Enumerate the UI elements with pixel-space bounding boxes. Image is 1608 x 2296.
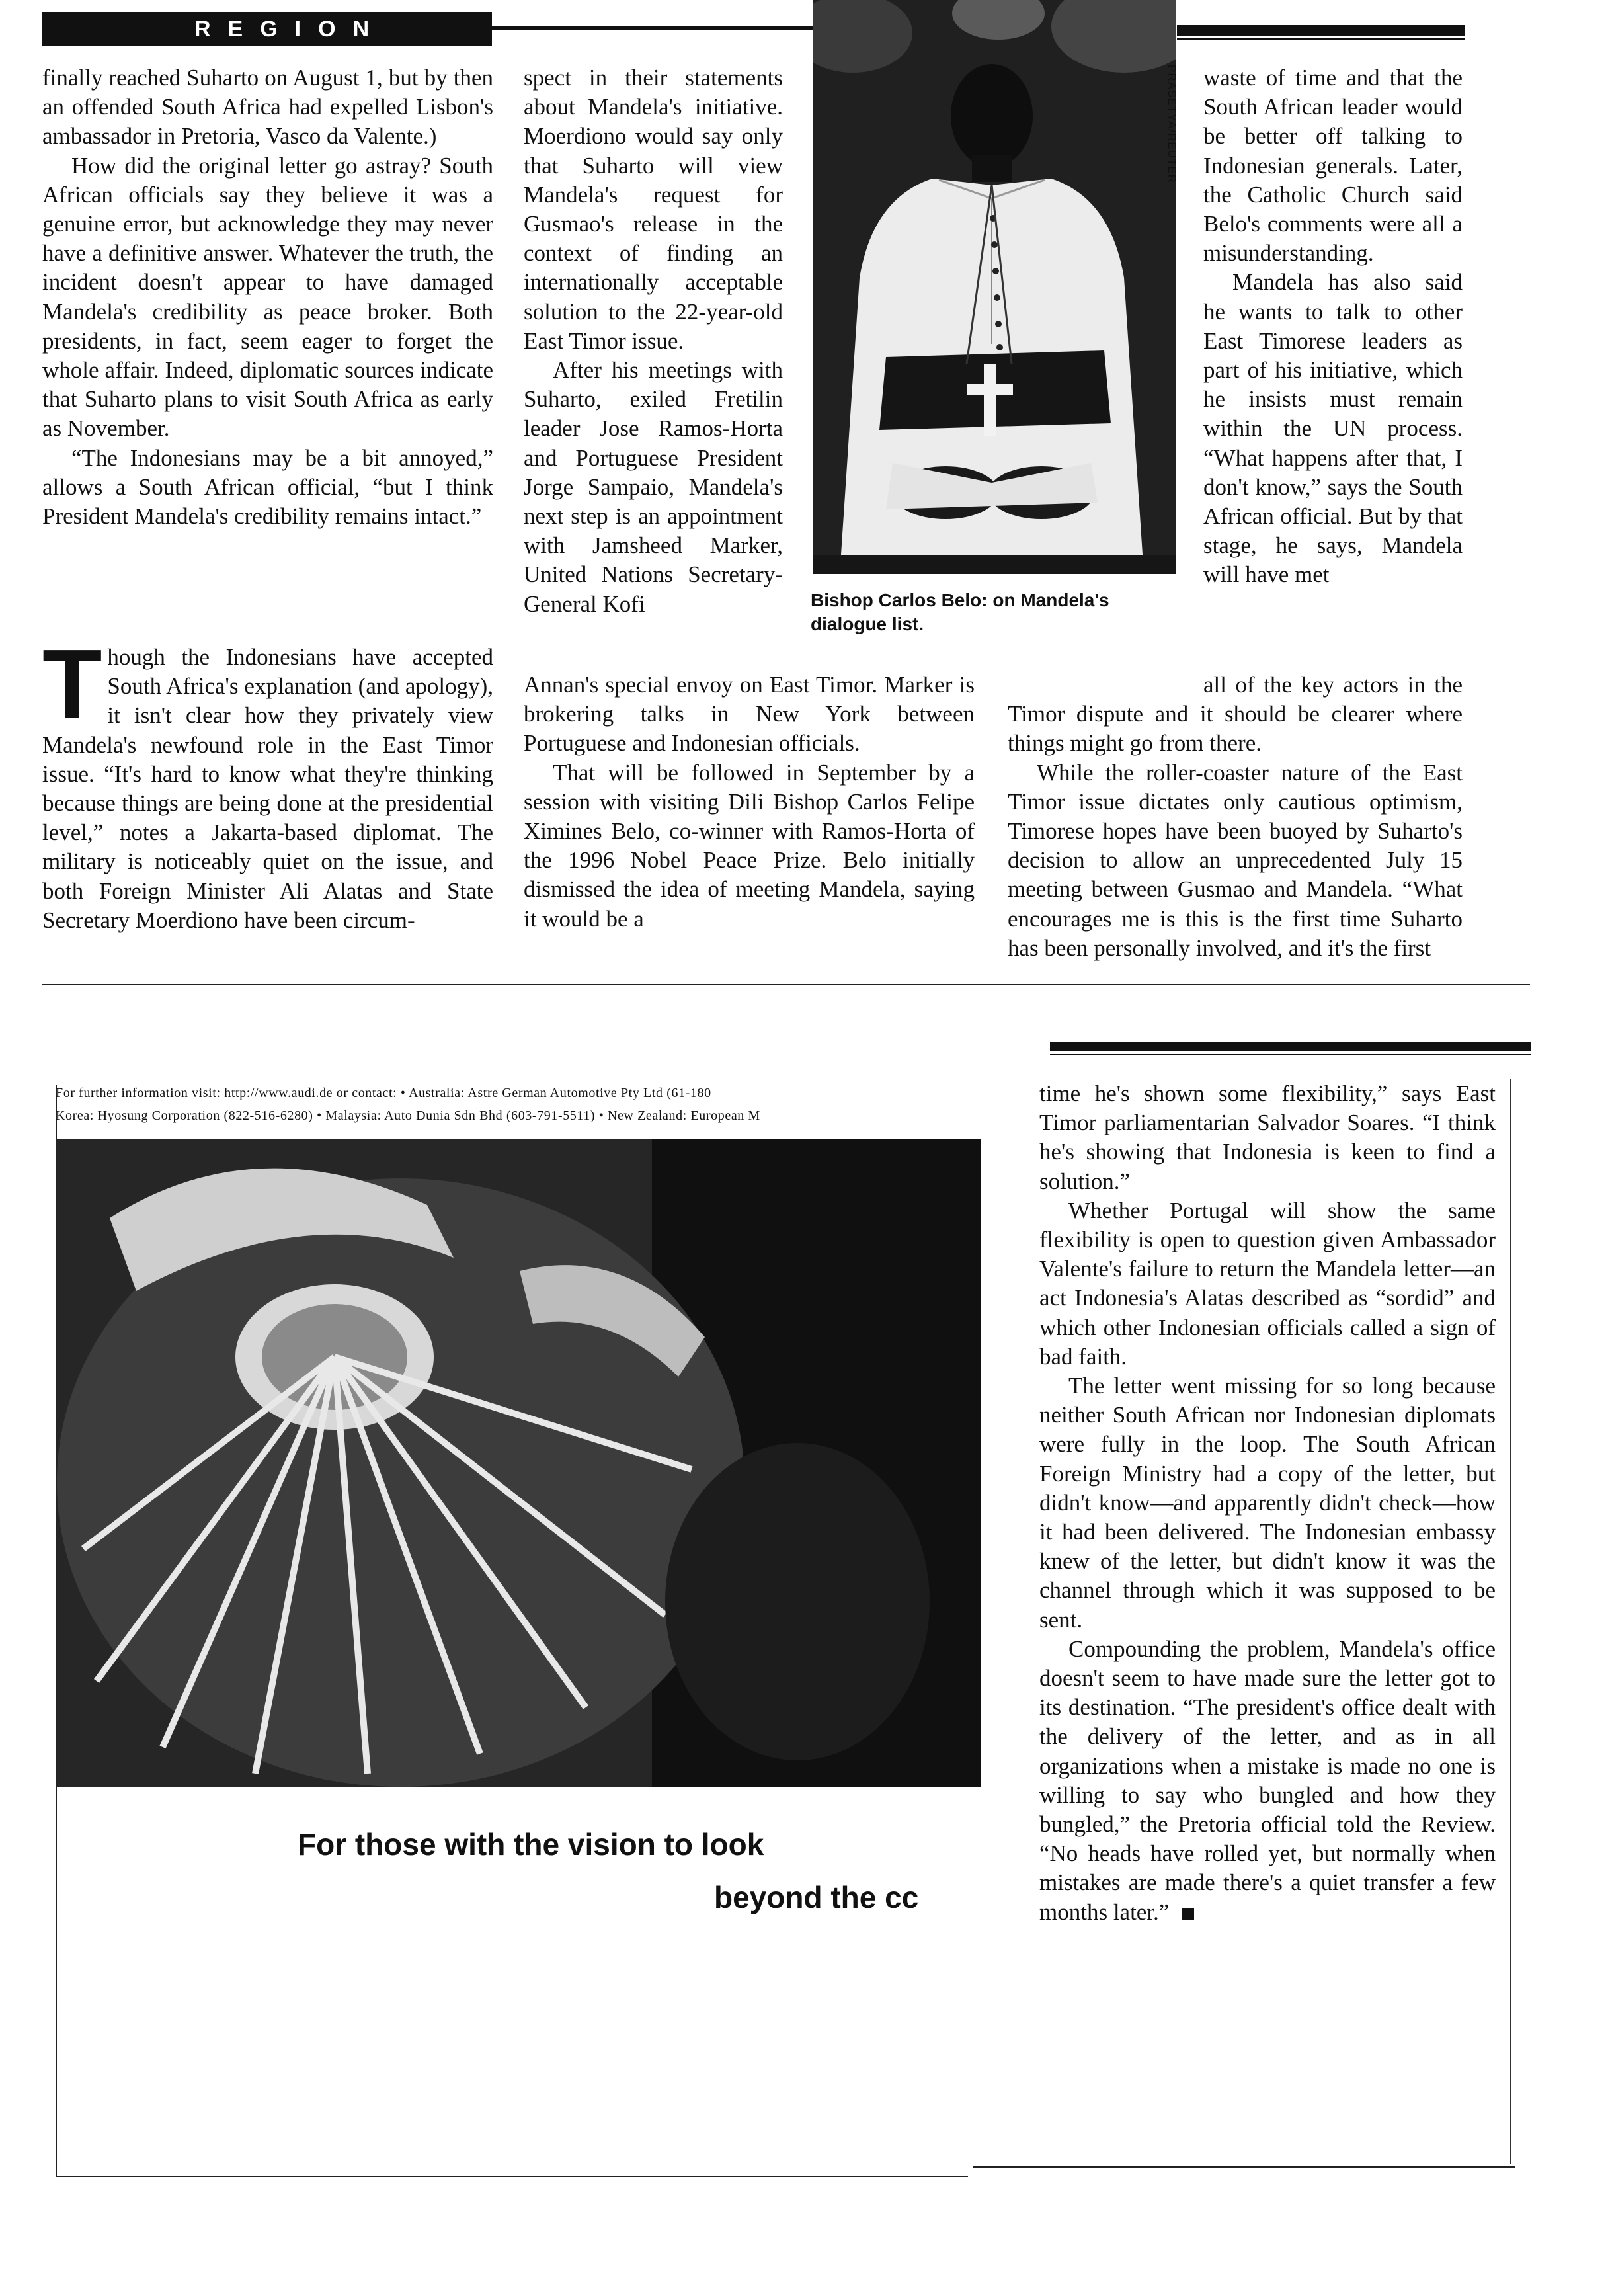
paragraph: How did the original letter go astray? South African officials say they believe it was a genuine error, but acknowledge they may never have a definitive answer. Whatever the truth, the incident doesn't appear to have damaged Mandela's credibility as peace broker. Both presidents, in fact, seem eager to forget the whole affair. Indeed, diplomatic sources indicate that Suharto plans to visit South Africa as early as November. [42,152,493,442]
photo-caption: Bishop Carlos Belo: on Mandela's dialogue list. [811,590,1109,634]
bishop-photo [813,0,1176,574]
bishop-illustration [813,0,1176,574]
paragraph: While the roller-coaster nature of the East Timor issue dictates only cautious optimism, Timorese hopes have been buoyed by Suharto's decision to allow an unprecedented July 15 meeting between Gusmao and Mandela. “What encourages me is this is the first time Suharto has been personally involved, and it's the first [1008,759,1463,961]
ad-contact-info [56,1082,981,1127]
paragraph: That will be followed in September by a session with visiting Dili Bishop Carlos Felipe Ximines Belo, co-winner with Ramos-Horta of the 1996 Nobel Peace Prize. Belo initially dismissed the idea of meeting Mandela, saying it would be a [524,759,975,932]
ad-photo [57,1139,981,1787]
drop-cap: T [42,630,102,739]
article-column-1-lower [42,630,493,935]
end-mark-icon [1182,1908,1194,1920]
paragraph: The letter went missing for so long because neither South African nor Indonesian diplomats were fully in the loop. The South African Foreign Ministry had a copy of the letter, but didn't know—and apparently didn't check—how it had been delivered. The Indonesian embassy knew of the letter, but didn't know it was the channel through which it was supposed to be sent. [1039,1373,1496,1633]
column-rule [1050,1054,1531,1055]
section-label: REGION [194,17,387,42]
paragraph: After his meetings with Suharto, exiled Fretilin leader Jose Ramos-Horta and Portuguese President Jorge Sampaio, Mandela's next step is an appointment with Jamsheed Marker, United Nations Secretary-General Kofi [524,357,783,617]
article-column-3-lower [1008,671,1463,963]
column-border [1510,1079,1511,2164]
page-divider [42,984,1530,985]
paragraph: Mandela has also said he wants to talk to other East Timorese leaders as part of his initiative, which he insists must remain within the UN process. “What happens after that, I don't know,” says the South African official. But by that stage, he says, Mandela will have met [1203,269,1463,588]
paragraph: Annan's special envoy on East Timor. Marker is brokering talks in New York between Portuguese and Indonesian officials. [524,672,975,757]
header-rule [1177,25,1465,36]
ad-tagline: For those with the vision to look [298,1827,764,1862]
paragraph-text: Compounding the problem, Mandela's office doesn't seem to have made sure the letter got to its destination. “The president's office dealt with the delivery of the letter, and as in all organizations when a mistake is made no one is willing to say who bungled and how they bungled,” the Pretoria official told the Review. “No heads have rolled yet, but normally when mistakes are made there's a quiet transfer a few months later.” [1039,1635,1496,1925]
paragraph: Whether Portugal will show the same flexibility is open to question given Ambassador Valente's failure to return the Mandela letter—an act Indonesia's Alatas described as “sordid” and which other Indonesian officials called a sign of bad faith. [1039,1197,1496,1370]
paragraph: time he's shown some flexibility,” says East Timor parliamentarian Salvador Soares. “I think he's showing that Indonesia is keen to find a solution.” [1039,1081,1496,1194]
column-border [973,2166,1515,2168]
header-rule [1177,38,1465,40]
paragraph [1039,1635,1496,1927]
ad-tagline: beyond the cc [714,1880,919,1914]
paragraph: spect in their statements about Mandela's initiative. Moerdiono would say only that Suharto will view Mandela's request for Gusmao's release in the context of finding an internationally acceptable solution to the 22-year-old East Timor issue. [524,65,783,354]
ad-info-line: Korea: Hyosung Corporation (822-516-6280) • Malaysia: Auto Dunia Sdn Bhd (603-791-5511) • New Zealand: European M [56,1108,760,1123]
article-column-3 [1203,63,1463,590]
column-rule [1050,1042,1531,1051]
paragraph: all of the key actors in the Timor dispute and it should be clearer where things might go from there. [1008,672,1463,757]
photo-credit: PRASETYA/REUTER [1166,65,1178,184]
ad-info-line: For further information visit: http://www.audi.de or contact: • Australia: Astre German Automotive Pty Ltd (61-180 [56,1086,711,1100]
article-column-2 [524,63,783,619]
article-column-1 [42,63,493,531]
paragraph: waste of time and that the South African leader would be better off talking to Indonesian generals. Later, the Catholic Church said Belo's comments were all a misunderstanding. [1203,65,1463,266]
article-column-2-lower [524,671,975,934]
ad-border [56,2176,968,2177]
dome-illustration [57,1139,981,1787]
paragraph: hough the Indonesians have accepted South Africa's explanation (and apology), it isn't clear how they privately view Mandela's newfound role in the East Timor issue. “It's hard to know what they're thinking because things are being done at the presidential level,” notes a Jakarta-based diplomat. The military is noticeably quiet on the issue, and both Foreign Minister Ali Alatas and State Secretary Moerdiono have been circum- [42,644,493,933]
paragraph: finally reached Suharto on August 1, but by then an offended South Africa had expelled Lisbon's ambassador in Pretoria, Vasco da Valente.) [42,65,493,149]
header-rule [492,26,813,30]
paragraph: “The Indonesians may be a bit annoyed,” allows a South African official, “but I think President Mandela's credibility remains intact.” [42,444,493,530]
article-column-4 [1039,1079,1496,1927]
